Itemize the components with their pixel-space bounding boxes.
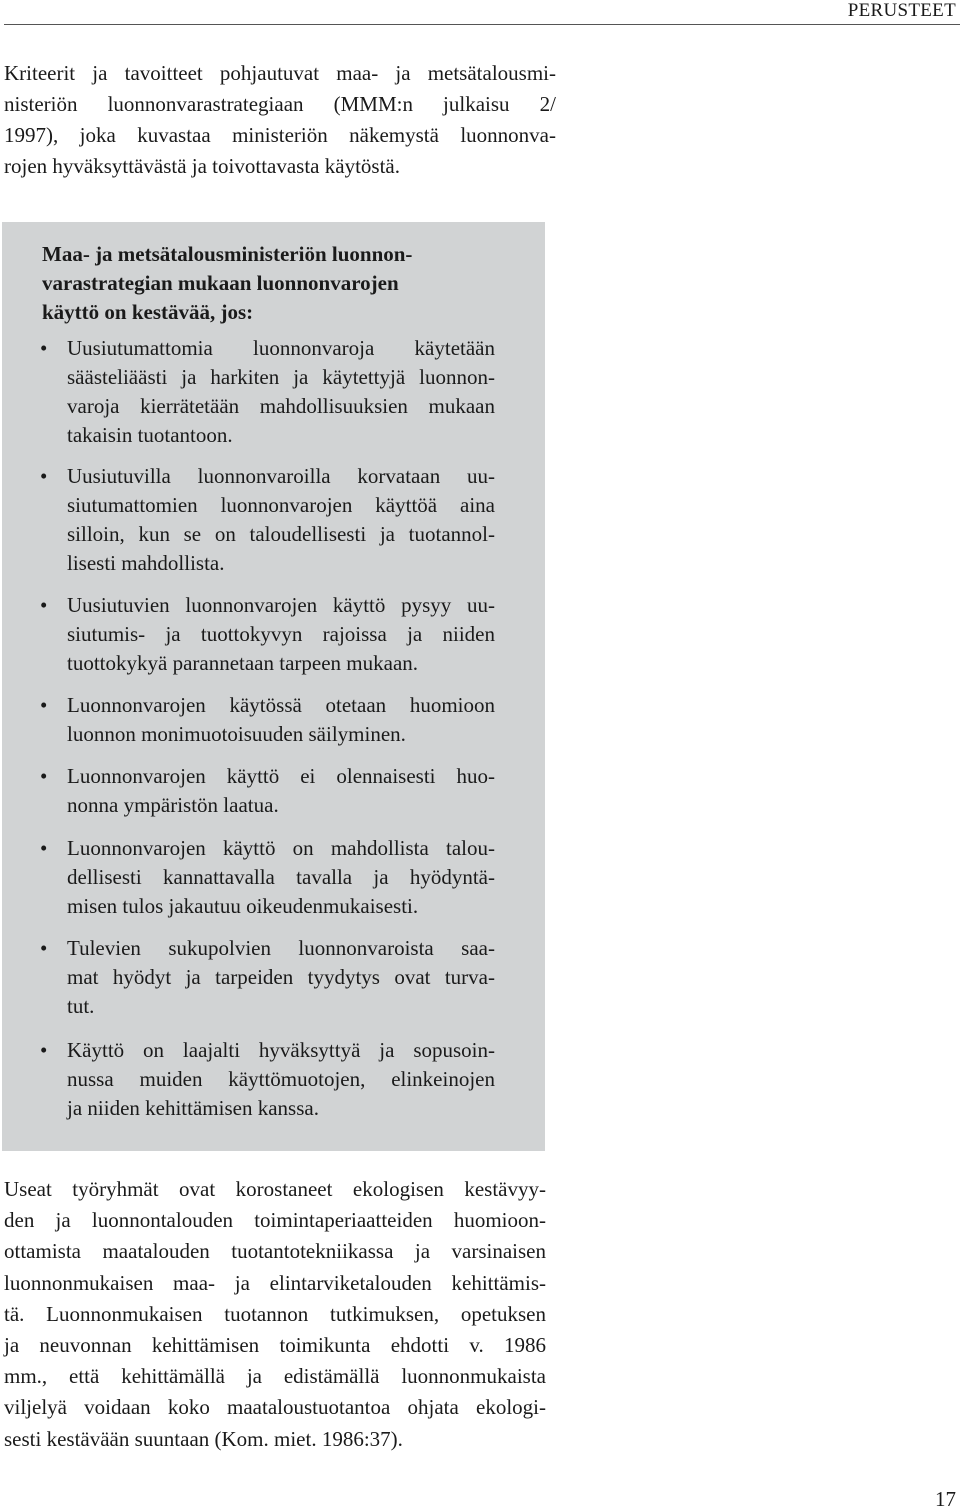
criteria-item-line: Uusiutumattomia luonnonvaroja käytetään <box>67 336 495 360</box>
criteria-item-line: tuottokykyä parannetaan tarpeen mukaan. <box>67 651 419 675</box>
bullet-icon: • <box>40 764 48 788</box>
criteria-box <box>2 222 545 1151</box>
bullet-icon: • <box>40 464 48 488</box>
criteria-item-text <box>67 591 495 678</box>
page-number: 17 <box>935 1487 956 1511</box>
bullet-icon: • <box>40 936 48 960</box>
closing-line: mm., että kehittämällä ja edistämällä luonnonmukaista <box>4 1364 546 1389</box>
criteria-item-line: misen tulos jakautuu oikeudenmukaisesti. <box>67 894 419 918</box>
criteria-item-text <box>67 934 495 1021</box>
closing-line: ottamista maatalouden tuotantotekniikassa ja varsinaisen <box>4 1239 546 1264</box>
criteria-item-text <box>67 334 495 450</box>
closing-line: luonnonmukaisen maa- ja elintarviketalouden kehittämis- <box>4 1270 546 1295</box>
criteria-item-line: nussa muiden käyttömuotojen, elinkeinojen <box>67 1067 495 1091</box>
intro-paragraph <box>4 58 556 182</box>
criteria-title-line: varastrategian mukaan luonnonvarojen <box>42 271 399 295</box>
bullet-icon: • <box>40 836 48 860</box>
intro-line: nisteriön luonnonvarastrategiaan (MMM:n julkaisu 2/ <box>4 92 556 116</box>
criteria-item-line: tut. <box>67 994 95 1018</box>
criteria-item-line: varoja kierrätetään mahdollisuuksien mukaan <box>67 394 495 418</box>
closing-line: tä. Luonnonmukaisen tuotannon tutkimuksen, opetuksen <box>4 1301 546 1326</box>
criteria-item-line: Tulevien sukupolvien luonnonvaroista saa- <box>67 936 495 960</box>
criteria-item-line: siutumattomien luonnonvarojen käyttöä aina <box>67 493 495 517</box>
criteria-item-line: takaisin tuotantoon. <box>67 423 233 447</box>
criteria-item-line: silloin, kun se on taloudellisesti ja tuotannol- <box>67 522 495 546</box>
criteria-item-text <box>67 1036 495 1123</box>
criteria-item-line: Uusiutuvien luonnonvarojen käyttö pysyy uu- <box>67 593 495 617</box>
closing-line: den ja luonnontalouden toimintaperiaatteiden huomioon- <box>4 1208 546 1233</box>
criteria-item-line: dellisesti kannattavalla tavalla ja hyödyntä- <box>67 865 495 889</box>
criteria-item-line: Luonnonvarojen käytössä otetaan huomioon <box>67 693 495 717</box>
bullet-icon: • <box>40 593 48 617</box>
criteria-item-line: mat hyödyt ja tarpeiden tyydytys ovat turva- <box>67 965 495 989</box>
criteria-item-text <box>67 462 495 578</box>
bullet-icon: • <box>40 336 48 360</box>
header-rule <box>4 24 960 25</box>
criteria-item-text <box>67 762 495 820</box>
criteria-title-line: käyttö on kestävää, jos: <box>42 300 254 324</box>
closing-line: Useat työryhmät ovat korostaneet ekologisen kestävyy- <box>4 1177 546 1201</box>
criteria-box-title <box>42 240 412 327</box>
section-label: PERUSTEET <box>847 0 956 21</box>
closing-line: sesti kestävään suuntaan (Kom. miet. 1986:37). <box>4 1426 403 1451</box>
bullet-icon: • <box>40 1038 48 1062</box>
criteria-item-text <box>67 834 495 921</box>
criteria-item-line: nonna ympäristön laatua. <box>67 793 279 817</box>
intro-line: Kriteerit ja tavoitteet pohjautuvat maa- ja metsätalousmi- <box>4 61 556 85</box>
criteria-title-line: Maa- ja metsätalousministeriön luonnon- <box>42 242 413 266</box>
closing-line: ja neuvonnan kehittämisen toimikunta ehdotti v. 1986 <box>4 1333 546 1358</box>
bullet-icon: • <box>40 693 48 717</box>
criteria-item-line: Uusiutuvilla luonnonvaroilla korvataan uu- <box>67 464 495 488</box>
criteria-item-line: ja niiden kehittämisen kanssa. <box>67 1096 319 1120</box>
criteria-item-line: luonnon monimuotoisuuden säilyminen. <box>67 722 406 746</box>
criteria-item-line: Luonnonvarojen käyttö on mahdollista talou- <box>67 836 495 860</box>
criteria-item-line: lisesti mahdollista. <box>67 551 225 575</box>
criteria-item-line: Luonnonvarojen käyttö ei olennaisesti huo- <box>67 764 495 788</box>
criteria-item-text <box>67 691 495 749</box>
intro-line: rojen hyväksyttävästä ja toivottavasta käytöstä. <box>4 154 400 178</box>
criteria-item-line: säästeliäästi ja harkiten ja käytettyjä luonnon- <box>67 365 495 389</box>
criteria-item-line: Käyttö on laajalti hyväksyttyä ja sopusoin- <box>67 1038 495 1062</box>
criteria-item-line: siutumis- ja tuottokyvyn rajoissa ja niiden <box>67 622 495 646</box>
closing-line: viljelyä voidaan koko maataloustuotantoa ohjata ekologi- <box>4 1395 546 1420</box>
intro-line: 1997), joka kuvastaa ministeriön näkemystä luonnonva- <box>4 123 556 147</box>
closing-paragraph <box>4 1174 546 1455</box>
